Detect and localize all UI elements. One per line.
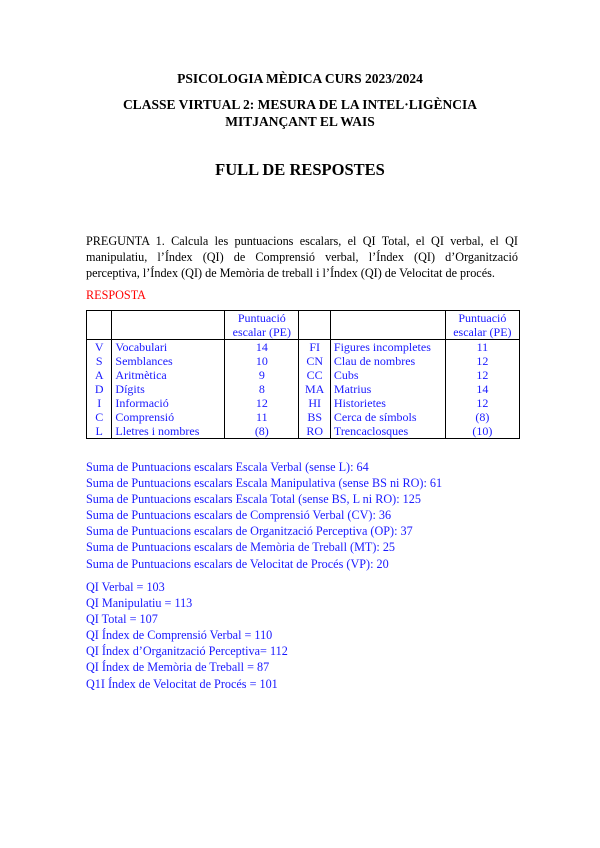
table-row: [87, 382, 520, 396]
subtest-code: CN: [299, 354, 331, 368]
sheet-title: FULL DE RESPOSTES: [215, 160, 385, 179]
subtest-score: 12: [445, 368, 519, 382]
subtest-name: Cubs: [330, 368, 445, 382]
header-empty-cell: [299, 311, 331, 340]
subtest-name: Cerca de símbols: [330, 410, 445, 424]
class-title-line2: MITJANÇANT EL WAIS: [225, 114, 375, 129]
course-title: PSICOLOGIA MÈDICA CURS 2023/2024: [177, 71, 423, 86]
iq-line: QI Total = 107: [86, 612, 158, 627]
class-title-line1: CLASSE VIRTUAL 2: MESURA DE LA INTEL·LIGÈNCIA: [122, 97, 478, 112]
sum-line: Suma de Puntuacions escalars Escala Total (sense BS, L ni RO): 125: [86, 492, 421, 507]
table-header-row: [87, 311, 520, 340]
answer-label: RESPOSTA: [86, 288, 146, 302]
sum-line: Suma de Puntuacions escalars de Organització Perceptiva (OP): 37: [86, 524, 413, 539]
table-row: [87, 354, 520, 368]
subtest-code: FI: [299, 340, 331, 355]
subtest-name: Comprensió: [112, 410, 225, 424]
subtest-score: (8): [445, 410, 519, 424]
header-label-line1: Puntuació: [237, 311, 286, 325]
subtest-score: 10: [225, 354, 299, 368]
subtest-code: L: [87, 424, 112, 439]
sum-line: Suma de Puntuacions escalars de Comprensió Verbal (CV): 36: [86, 508, 392, 523]
table-row: [87, 396, 520, 410]
header-empty-cell: [330, 311, 445, 340]
subtest-name: Dígits: [112, 382, 225, 396]
subtest-code: D: [87, 382, 112, 396]
table-body: [87, 340, 520, 439]
iq-line: QI Índex d’Organització Perceptiva= 112: [86, 644, 288, 659]
header-scaled-score-performance: [445, 311, 519, 340]
subtest-code: BS: [299, 410, 331, 424]
sums-list: [86, 459, 442, 572]
subtest-score: 14: [225, 340, 299, 355]
sum-line: Suma de Puntuacions escalars Escala Verbal (sense L): 64: [86, 460, 369, 474]
iq-line: QI Manipulatiu = 113: [86, 596, 193, 611]
iq-line: QI Índex de Comprensió Verbal = 110: [86, 628, 273, 643]
question-text: PREGUNTA 1. Calcula les puntuacions escalars, el QI Total, el QI verbal, el QI manipulatiu, l’Índex (QI) de Comprensió verbal, l’Índex (QI) d’Organització perceptiva, l’Índex (QI) de Memòria de treball i l’Índex (QI) de Velocitat de procés.: [86, 234, 518, 280]
subtest-score: 9: [225, 368, 299, 382]
subtest-name: Informació: [112, 396, 225, 410]
subtest-score: 12: [445, 354, 519, 368]
table-row: [87, 340, 520, 355]
subtest-score: (8): [225, 424, 299, 439]
header-scaled-score-verbal: [225, 311, 299, 340]
subtest-code: RO: [299, 424, 331, 439]
subtest-code: A: [87, 368, 112, 382]
sum-line: Suma de Puntuacions escalars Escala Manipulativa (sense BS ni RO): 61: [86, 476, 443, 491]
subtest-name: Aritmètica: [112, 368, 225, 382]
subtest-name: Vocabulari: [112, 340, 225, 355]
subtest-score: 12: [445, 396, 519, 410]
subtest-code: V: [87, 340, 112, 355]
subtest-code: MA: [299, 382, 331, 396]
sum-line: Suma de Puntuacions escalars de Memòria de Treball (MT): 25: [86, 540, 396, 555]
subtest-name: Semblances: [112, 354, 225, 368]
subtest-score: (10): [445, 424, 519, 439]
sum-line: Suma de Puntuacions escalars de Velocitat de Procés (VP): 20: [86, 556, 389, 571]
subtest-name: Clau de nombres: [330, 354, 445, 368]
subtest-code: S: [87, 354, 112, 368]
subtest-score: 8: [225, 382, 299, 396]
scores-table: [86, 310, 520, 439]
table-row: [87, 368, 520, 382]
subtest-score: 14: [445, 382, 519, 396]
header-label-line2: escalar (PE): [453, 325, 512, 339]
table-row: [87, 410, 520, 424]
iq-line: Q1I Índex de Velocitat de Procés = 101: [86, 676, 278, 691]
subtest-score: 11: [225, 410, 299, 424]
subtest-name: Trencaclosques: [330, 424, 445, 439]
iq-line: QI Verbal = 103: [86, 580, 165, 594]
subtest-code: I: [87, 396, 112, 410]
subtest-name: Lletres i nombres: [112, 424, 225, 439]
header-empty-cell: [112, 311, 225, 340]
header-empty-cell: [87, 311, 112, 340]
subtest-score: 12: [225, 396, 299, 410]
subtest-score: 11: [445, 340, 519, 355]
iq-line: QI Índex de Memòria de Treball = 87: [86, 660, 270, 675]
subtest-name: Historietes: [330, 396, 445, 410]
subtest-name: Matrius: [330, 382, 445, 396]
header-label-line1: Puntuació: [458, 311, 507, 325]
subtest-code: C: [87, 410, 112, 424]
subtest-code: HI: [299, 396, 331, 410]
subtest-name: Figures incompletes: [330, 340, 445, 355]
table-row: [87, 424, 520, 439]
iq-results-list: [86, 579, 288, 692]
header-label-line2: escalar (PE): [232, 325, 291, 339]
subtest-code: CC: [299, 368, 331, 382]
